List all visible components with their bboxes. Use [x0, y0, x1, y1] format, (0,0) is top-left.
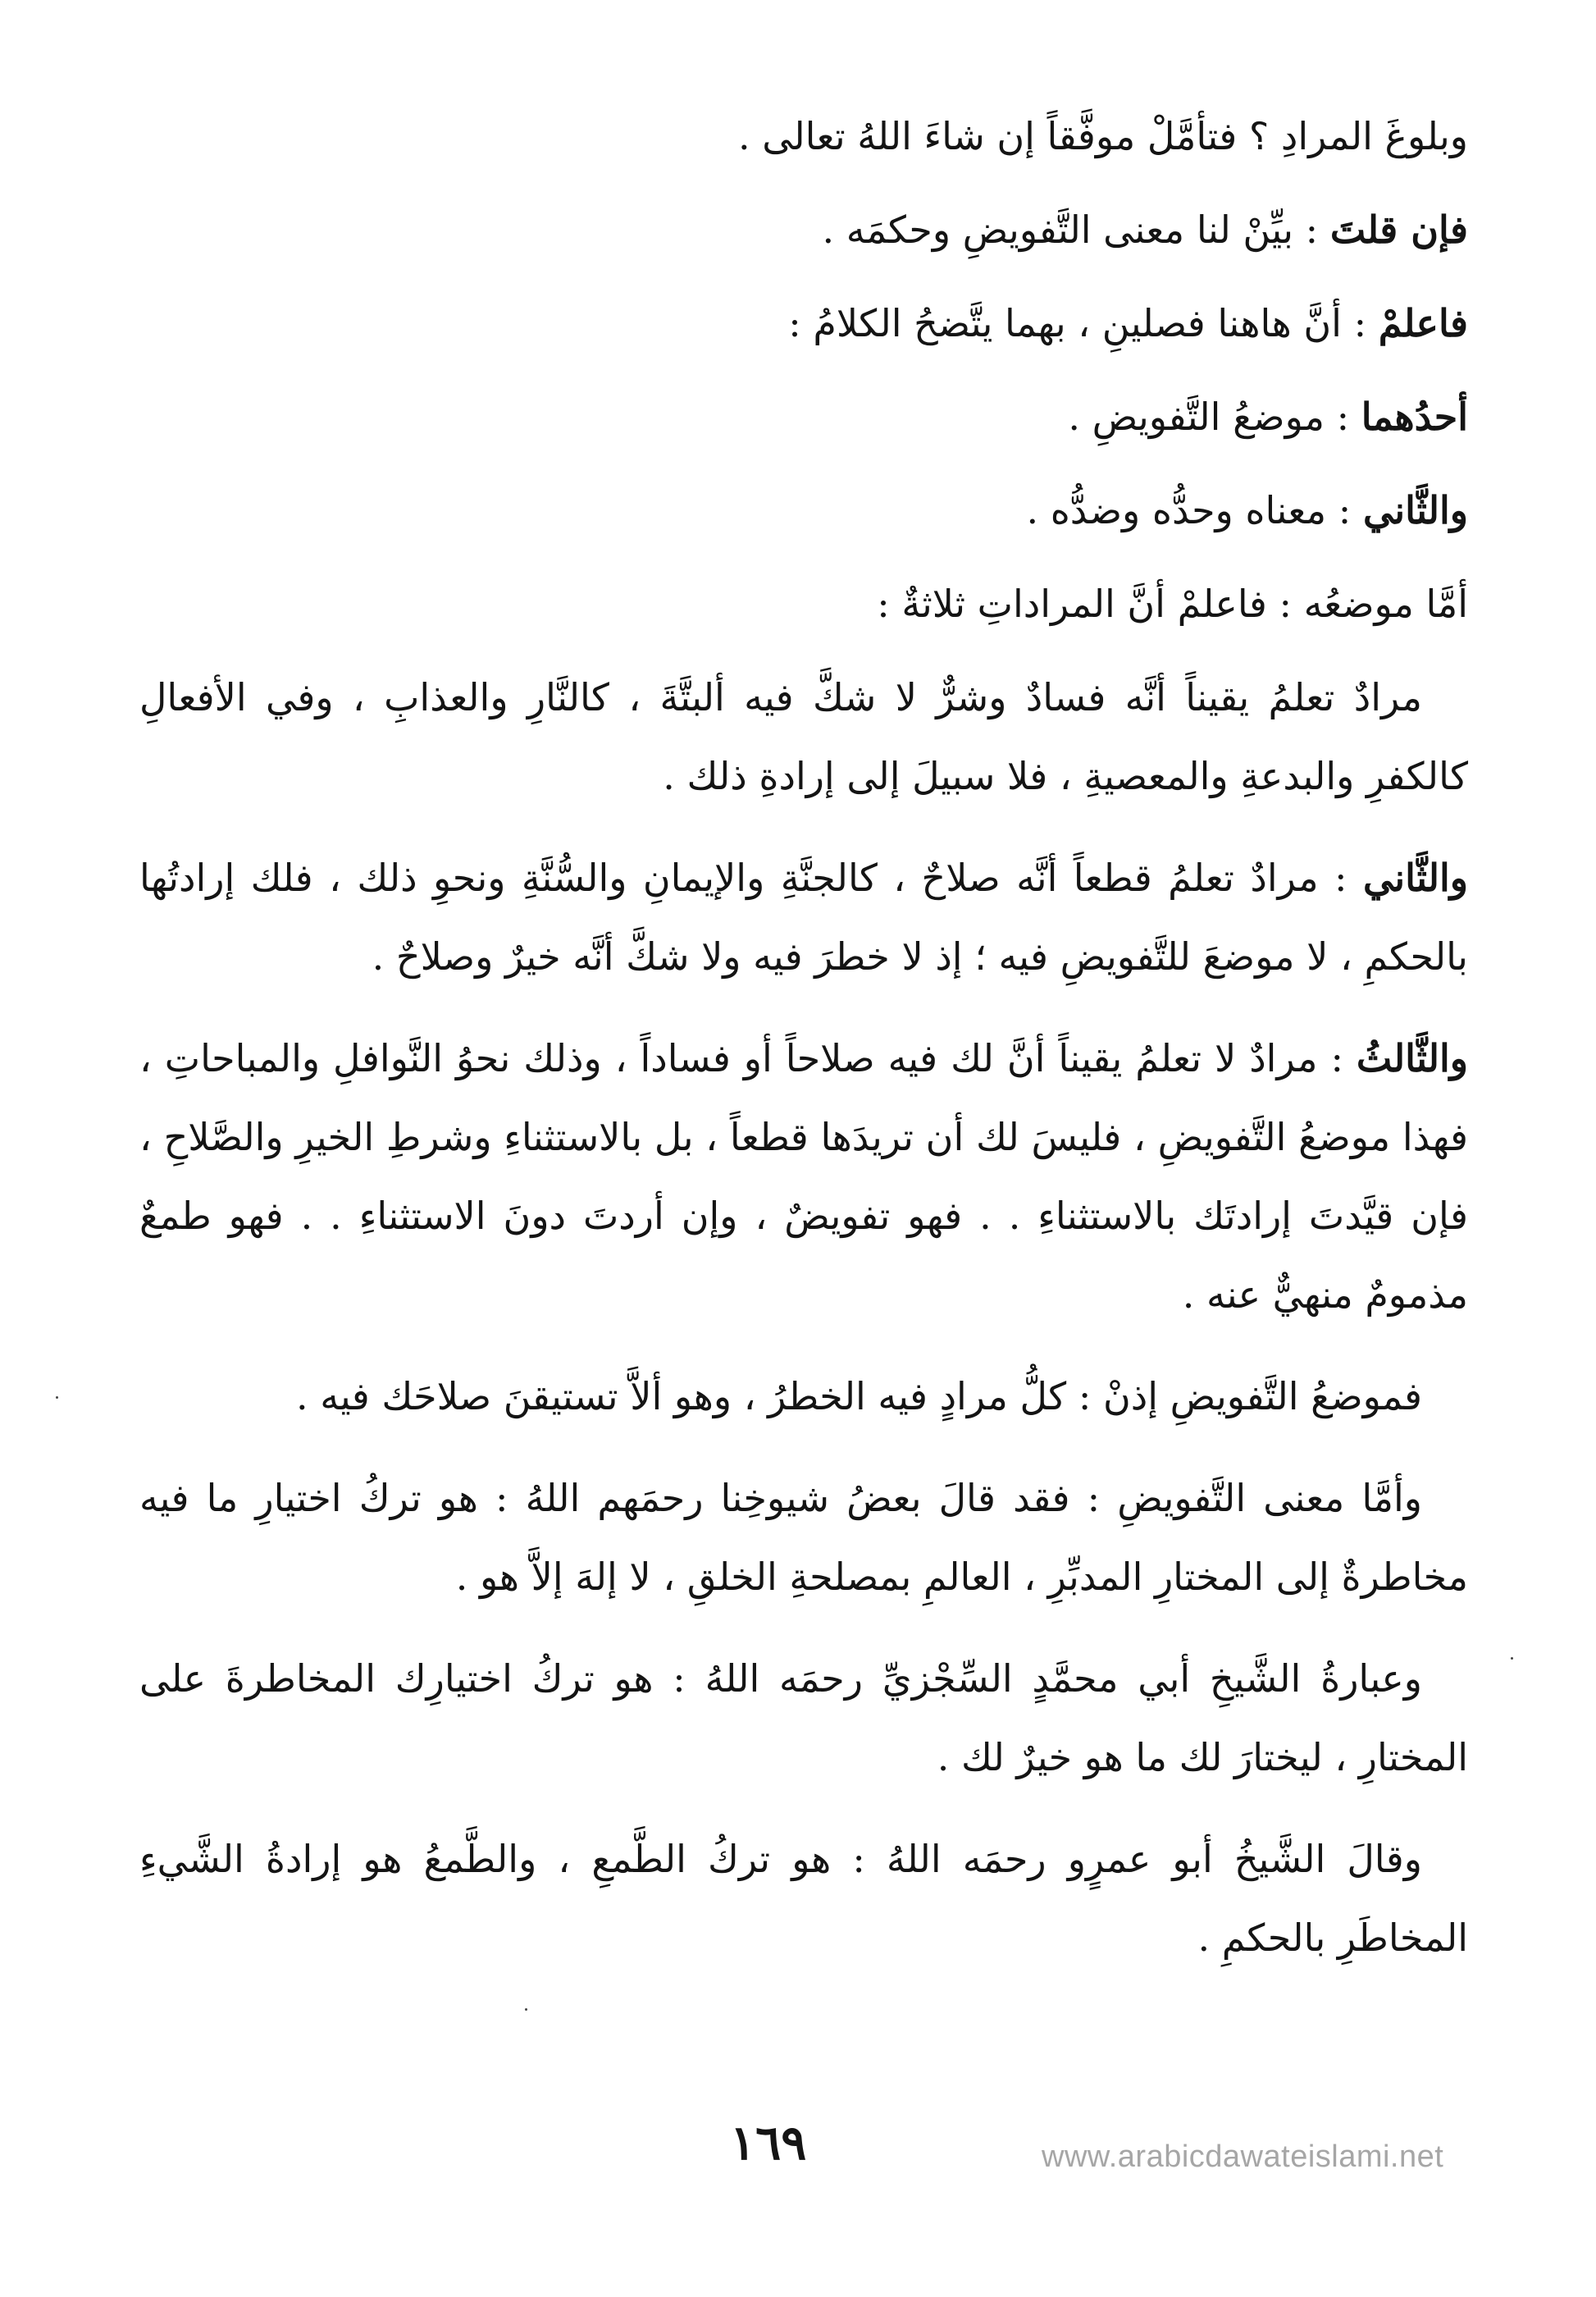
paragraph-second-chapter [139, 471, 1468, 550]
paragraph-answer [139, 284, 1468, 363]
paragraph-third-type [139, 1019, 1468, 1334]
paragraph-text: : مرادٌ لا تعلمُ يقيناً أنَّ لك فيه صلاحاً أو فساداً ، وذلك نحوُ النَّوافلِ والمباحاتِ ، فهذا موضعُ التَّفويضِ ، فليسَ لك أن تريدَها قطعاً ، بل بالاستثناءِ وشرطِ الخيرِ والصَّلاحِ ، فإن قيَّدتَ إرادتَك بالاستثناءِ . . فهو تفويضٌ ، وإن أردتَ دونَ الاستثناءِ . . فهو طمعٌ مذمومٌ منهيٌّ عنه . [139, 1036, 1468, 1317]
scan-speck [1511, 1657, 1513, 1660]
paragraph-conclusion [139, 1357, 1468, 1436]
paragraph-lead: فاعلمْ [1378, 301, 1468, 345]
paragraph-text: : معناه وحدُّه وضدُّه . [1026, 488, 1363, 532]
paragraph-text: أمَّا موضعُه : فاعلمْ أنَّ المراداتِ ثلاثةٌ : [877, 582, 1468, 626]
scan-speck [525, 2008, 527, 2011]
paragraph-text: : أنَّ هاهنا فصلينِ ، بهما يتَّضحُ الكلامُ : [788, 301, 1379, 345]
paragraph-lead: والثَّاني [1362, 856, 1468, 900]
paragraph-text: فموضعُ التَّفويضِ إذنْ : كلُّ مرادٍ فيه الخطرُ ، وهو ألاَّ تستيقنَ صلاحَك فيه . [295, 1374, 1422, 1418]
paragraph-text: وقالَ الشَّيخُ أبو عمرٍو رحمَه اللهُ : هو تركُ الطَّمعِ ، والطَّمعُ هو إرادةُ الشَّيءِ المخاطَرِ بالحكمِ . [139, 1837, 1468, 1960]
paragraph-lead: أحدُهما [1361, 395, 1468, 439]
paragraph-lead: والثَّاني [1362, 488, 1468, 532]
paragraph-text: وعبارةُ الشَّيخِ أبي محمَّدٍ السِّجْزيِّ رحمَه اللهُ : هو تركُ اختيارِك المخاطرةَ على المختارِ ، ليختارَ لك ما هو خيرٌ لك . [139, 1656, 1468, 1779]
paragraph-text: مرادٌ تعلمُ يقيناً أنَّه فسادٌ وشرٌّ لا شكَّ فيه ألبتَّةَ ، كالنَّارِ والعذابِ ، وفي الأفعالِ كالكفرِ والبدعةِ والمعصيةِ ، فلا سبيلَ إلى إرادةِ ذلك . [139, 675, 1468, 798]
paragraph-text: وأمَّا معنى التَّفويضِ : فقد قالَ بعضُ شيوخِنا رحمَهم اللهُ : هو تركُ اختيارِ ما فيه مخاطرةٌ إلى المختارِ المدبِّرِ ، العالمِ بمصلحةِ الخلقِ ، لا إلهَ إلاَّ هو . [139, 1476, 1468, 1599]
scan-speck [56, 1396, 58, 1399]
paragraph-first-type [139, 658, 1468, 815]
paragraph-text: : موضعُ التَّفويضِ . [1068, 395, 1361, 439]
paragraph-its-place [139, 564, 1468, 643]
paragraph-text: وبلوغَ المرادِ ؟ فتأمَّلْ موفَّقاً إن شاءَ اللهُ تعالى . [738, 114, 1468, 158]
paragraph-lead: فإن قلتَ [1329, 208, 1468, 252]
paragraph-text: : بيِّنْ لنا معنى التَّفويضِ وحكمَه . [822, 208, 1330, 252]
paragraph-intro-line [139, 97, 1468, 176]
paragraph-first-chapter [139, 377, 1468, 456]
paragraph-lead: والثَّالثُ [1356, 1036, 1468, 1080]
paragraph-abu-amr-quote [139, 1820, 1468, 1977]
paragraph-sijzi-quote [139, 1639, 1468, 1797]
paragraph-question [139, 190, 1468, 269]
page-number: ١٦٩ [730, 2115, 807, 2171]
paragraph-second-type [139, 838, 1468, 996]
paragraph-text: : مرادٌ تعلمُ قطعاً أنَّه صلاحٌ ، كالجنَّةِ والإيمانِ والسُّنَّةِ ونحوِ ذلك ، فلك إرادتُها بالحكمِ ، لا موضعَ للتَّفويضِ فيه ؛ إذ لا خطرَ فيه ولا شكَّ أنَّه خيرٌ وصلاحٌ . [139, 856, 1468, 979]
page-body [139, 97, 1468, 2000]
watermark-url: www.arabicdawateislami.net [1042, 2139, 1444, 2174]
paragraph-meaning [139, 1459, 1468, 1616]
